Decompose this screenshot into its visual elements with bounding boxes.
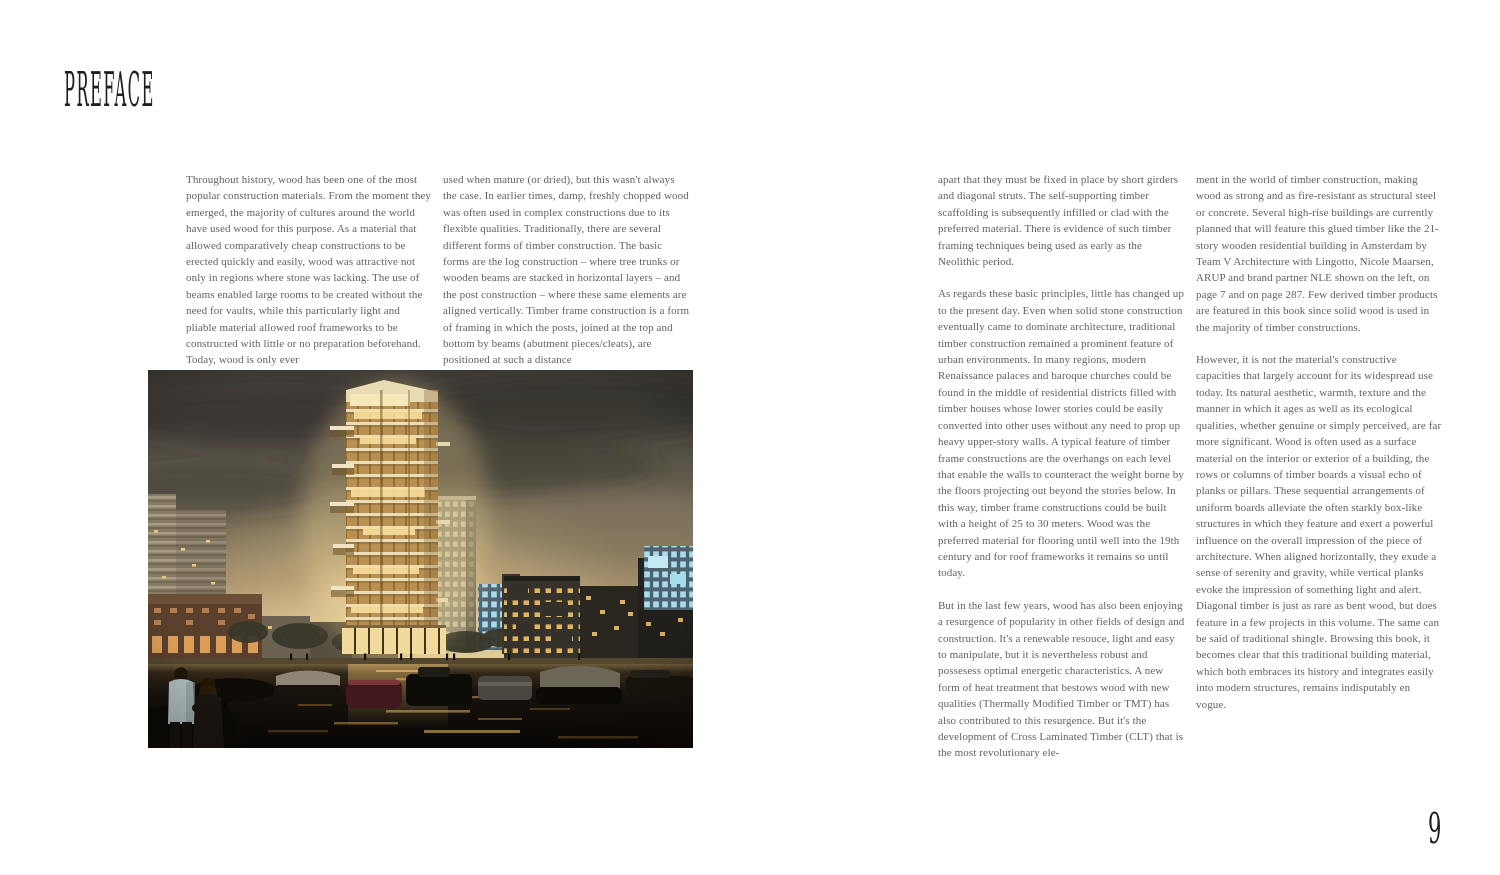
paragraph: used when mature (or dried), but this wasn't always the case. In earlier times, damp, freshly chopped wood was often used in complex constructions due to its flexible qualities. Traditionally, there are several different forms of timber construction. The basic forms are the log construction – where tree trunks or wooden beams are stacked in horizontal layers – and the post construction – where these same elements are aligned vertically. Timber frame construction is a form of framing in which the posts, joined at the top and bottom by beams (abutment pieces/cleats), are positioned at such a distance: [443, 174, 690, 367]
paragraph: But in the last few years, wood has also been enjoying a resurgence of popularity in other fields of design and construction. It's a renewable resouce, light and easy to manipulate, but it is nevertheless robust and possesess optimal energetic characteristics. A new form of heat treatment that bestows wood with new qualities (Thermally Modified Timber or TMT) has also contributed to this resurgence. But it's the development of Cross Laminated Timber (CLT) that is the most revolutionary ele-: [938, 599, 1185, 760]
page-number: 9: [1428, 804, 1442, 853]
page-title: PREFACE: [64, 62, 155, 118]
paragraph: ment in the world of timber construction, making wood as strong and as fire-resistant as structural steel or concrete. Several high-rise buildings are currently planned that will feature this glued timber like the 21-story wooden residential building in Amsterdam by Team V Architecture with Lingotto, Nicole Maarsen, ARUP and brand partner NLE shown on the left, on page 7 and on page 287. Few derived timber products are featured in this book since solid wood is used in the majority of timber constructions.: [1196, 174, 1439, 334]
harbor-scene: [148, 370, 693, 748]
paragraph: apart that they must be fixed in place by short girders and diagonal struts. The self-supporting timber scaffolding is subsequently infilled or clad with the preferred material. There is evidence of such timber framing techniques being used as early as the Neolithic period.: [938, 174, 1179, 269]
paragraph: However, it is not the material's constructive capacities that largely account for its widespread use today. Its natural aesthetic, warmth, texture and the manner in which it ages as well as its ecological qualities, whether genuine or simply perceived, are far more significant. Wood is often used as a surface material on the interior or exterior of a building, the rows or columns of timber boards a visual echo of planks or pillars. These sequential arrangements of uniform boards alleviate the often starkly box-like structures in which they feature and exert a powerful influence on the overall impression of the piece of architecture. When aligned horizontally, they exude a sense of serenity and gravity, while vertical planks evoke the impression of something light and alert. Diagonal timber is just as rare as bent wood, but does feature in a few projects in this volume. The same can be said of traditional shingle. Browsing this book, it becomes clear that this traditional building material, which both embraces its history and integrates easily into modern structures, remains indisputably en vogue.: [1196, 354, 1442, 711]
text-column-2: [443, 172, 690, 385]
paragraph: As regards these basic principles, little has changed up to the present day. Even when solid stone construction eventually came to dominate architecture, traditional timber construction remained a prominent feature of urban environments. In many regions, modern Renaissance palaces and baroque churches could be found in the middle of residential districts filled with timber houses whose lower stories could be easily converted into other uses without any need to prop up heavy upper-story walls. A typical feature of timber frame constructions are the overhangs on each level that enable the walls to counteract the weight borne by the floors projecting out beyond the stories below. In this way, timber frame constructions could be built with a height of 25 to 30 meters. Wood was the preferred material for flooring until well into the 19th century and for roof frameworks it remains so until today.: [938, 288, 1184, 580]
text-column-1: [186, 172, 433, 385]
architectural-rendering-photo: [148, 370, 693, 748]
paragraph: Throughout history, wood has been one of the most popular construction materials. From the moment they emerged, the majority of cultures around the world have used wood for this purpose. As a material that allowed comparatively cheap constructions to be erected quickly and easily, wood was attractive not only in regions where stone was lacking. The use of beams enabled large rooms to be created without the need for vaults, while this particularly light and pliable material allowed roof frameworks to be constructed with little or no preparation beforehand. Today, wood is only ever: [186, 174, 432, 367]
text-column-4: [1196, 172, 1443, 729]
text-column-3: [938, 172, 1185, 778]
